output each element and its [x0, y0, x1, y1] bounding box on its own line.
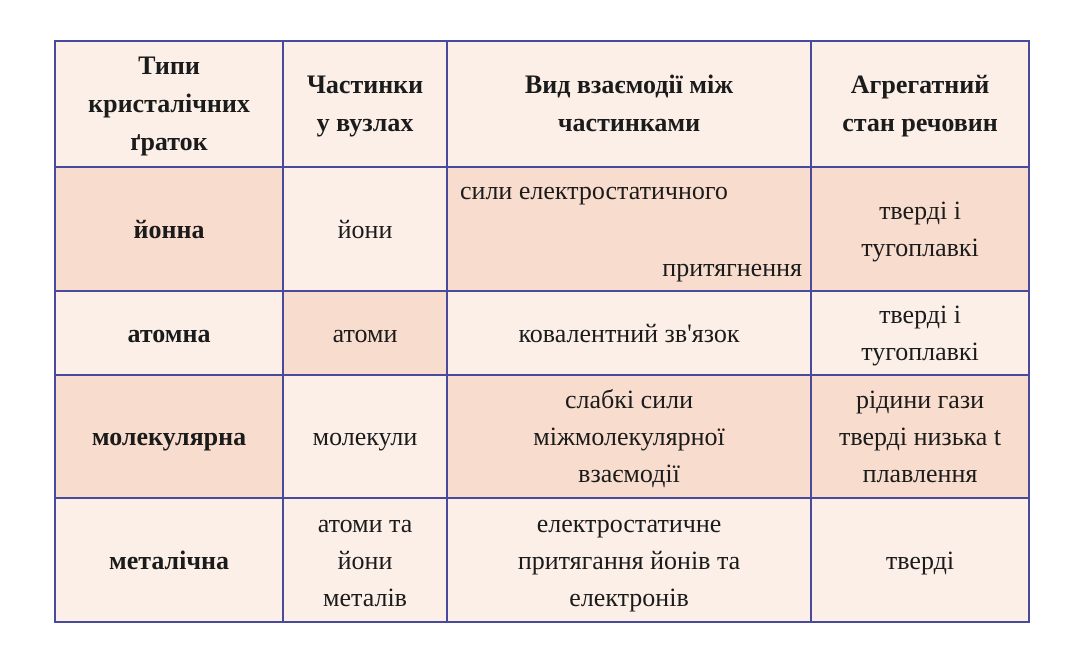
cell-line: атоми [332, 318, 398, 348]
table-header-row [55, 41, 1029, 167]
lattice-type-cell: молекулярна [55, 375, 283, 498]
cell-line: електронів [569, 582, 689, 612]
header-line: Агрегатний [850, 70, 990, 99]
cell-line: металів [323, 582, 407, 612]
interaction-cell [447, 291, 811, 375]
particles-cell [283, 375, 447, 498]
state-cell [811, 498, 1029, 622]
cell-line: йони [337, 545, 393, 575]
cell-line: рідини гази [855, 385, 985, 414]
particles-cell [283, 498, 447, 622]
cell-line: молекули [312, 422, 418, 451]
interaction-cell [447, 167, 811, 291]
header-line: стан речовин [842, 108, 998, 137]
lattice-type-cell: атомна [55, 291, 283, 375]
cell-line: тверді і [879, 300, 961, 329]
table-row-metallic [55, 498, 1029, 622]
cell-line: тверді і [879, 196, 961, 225]
cell-line: тугоплавкі [861, 337, 979, 366]
header-lattice-types [55, 41, 283, 167]
header-line: у вузлах [316, 108, 414, 137]
cell-line: тверді низька t [838, 422, 1002, 451]
particles-cell [283, 167, 447, 291]
cell-line: сили електростатичного [460, 176, 728, 205]
interaction-cell [447, 375, 811, 498]
state-cell [811, 291, 1029, 375]
header-line: Вид взаємодії між [524, 70, 734, 99]
header-aggregate-state [811, 41, 1029, 167]
table-row-molecular [55, 375, 1029, 498]
header-interaction-type [447, 41, 811, 167]
cell-line: тугоплавкі [861, 233, 979, 262]
header-line: частинками [557, 108, 701, 137]
cell-line: взаємодії [578, 459, 680, 488]
cell-line: йони [337, 214, 393, 244]
table-row-ionic [55, 167, 1029, 291]
crystal-lattice-table [54, 40, 1030, 623]
lattice-type-cell: йонна [55, 167, 283, 291]
particles-cell [283, 291, 447, 375]
state-cell [811, 167, 1029, 291]
interaction-cell [447, 498, 811, 622]
header-line: Частинки [306, 70, 424, 99]
state-cell [811, 375, 1029, 498]
cell-line: притягання йонів та [517, 545, 741, 575]
cell-line: плавлення [862, 459, 978, 488]
cell-line: слабкі сили [565, 385, 693, 414]
header-line: Типи [138, 51, 200, 80]
header-line: ґраток [130, 127, 208, 156]
header-particles-in-nodes [283, 41, 447, 167]
cell-line: електростатичне [536, 508, 722, 538]
table-row-atomic [55, 291, 1029, 375]
cell-line: притягнення [662, 253, 802, 282]
header-line: кристалічних [88, 89, 250, 118]
cell-line: ковалентний зв'язок [518, 318, 740, 348]
cell-line: атоми та [317, 508, 413, 538]
cell-line: міжмолекулярної [533, 422, 725, 451]
lattice-type-cell: металічна [55, 498, 283, 622]
cell-line: тверді [885, 545, 955, 575]
